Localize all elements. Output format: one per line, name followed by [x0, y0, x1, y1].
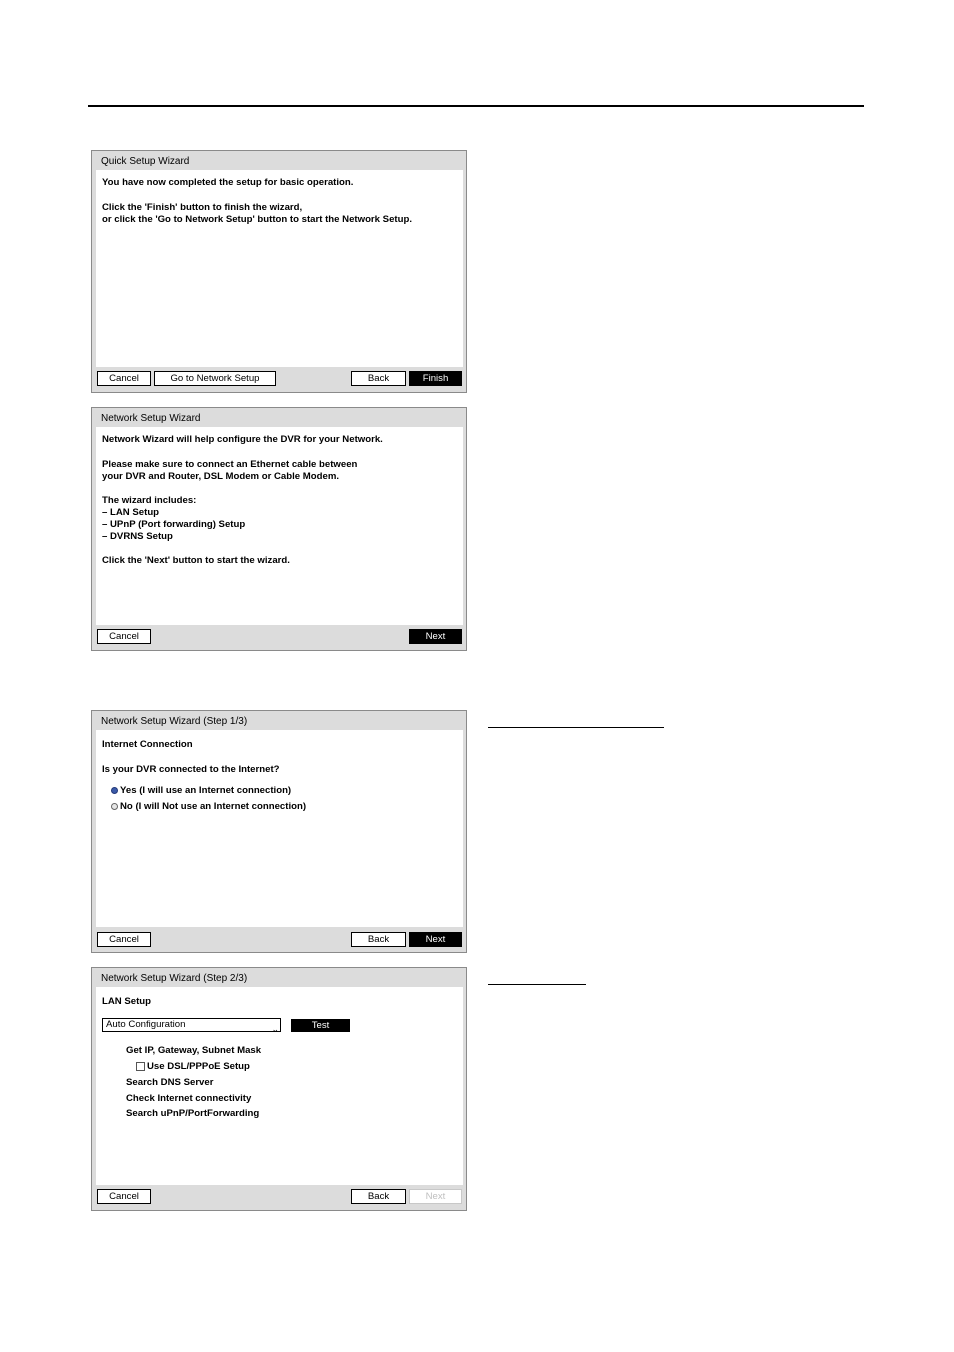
message-line: – LAN Setup — [102, 507, 160, 518]
cancel-button[interactable]: Cancel — [97, 932, 151, 947]
go-to-network-setup-button[interactable]: Go to Network Setup — [154, 371, 276, 386]
cancel-button[interactable]: Cancel — [97, 629, 151, 644]
message-line: your DVR and Router, DSL Modem or Cable Modem. — [102, 471, 340, 482]
test-button[interactable]: Test — [291, 1019, 350, 1032]
no-option-label[interactable]: No (I will Not use an Internet connection) — [120, 801, 307, 812]
back-button[interactable]: Back — [351, 932, 406, 947]
dialog-title: Network Setup Wizard (Step 2/3) — [101, 973, 248, 984]
section-heading: Internet Connection — [102, 739, 193, 750]
message-line: Click the 'Finish' button to finish the wizard, — [102, 202, 303, 213]
dialog-body — [96, 987, 463, 1185]
step-item: Search DNS Server — [126, 1077, 214, 1088]
dialog-title: Quick Setup Wizard — [101, 156, 190, 167]
chevron-down-icon: ⌄ — [271, 1024, 279, 1034]
finish-button[interactable]: Finish — [409, 371, 462, 386]
message-line: Please make sure to connect an Ethernet cable between — [102, 459, 358, 470]
section-heading: LAN Setup — [102, 996, 152, 1007]
quick-setup-wizard-dialog — [91, 150, 467, 393]
next-button[interactable]: Next — [409, 1189, 462, 1204]
message-line: Click the 'Next' button to start the wizard. — [102, 555, 290, 566]
back-button[interactable]: Back — [351, 371, 406, 386]
message-line: You have now completed the setup for basic operation. — [102, 177, 354, 188]
network-setup-step2-dialog — [91, 967, 467, 1211]
cancel-button[interactable]: Cancel — [97, 1189, 151, 1204]
step-item: Check Internet connectivity — [126, 1093, 252, 1104]
message-line: The wizard includes: — [102, 495, 197, 506]
dialog-title: Network Setup Wizard (Step 1/3) — [101, 716, 248, 727]
network-setup-step1-dialog — [91, 710, 467, 953]
back-button[interactable]: Back — [351, 1189, 406, 1204]
dialog-body — [96, 730, 463, 927]
message-line: or click the 'Go to Network Setup' button to start the Network Setup. — [102, 214, 412, 225]
message-line: – DVRNS Setup — [102, 531, 173, 542]
question-text: Is your DVR connected to the Internet? — [102, 764, 280, 775]
network-setup-wizard-dialog — [91, 407, 467, 651]
cancel-button[interactable]: Cancel — [97, 371, 151, 386]
heading-underline — [488, 727, 664, 728]
message-line: Network Wizard will help configure the DVR for your Network. — [102, 434, 383, 445]
yes-radio[interactable] — [111, 787, 118, 794]
dsl-pppoe-checkbox[interactable] — [136, 1062, 145, 1071]
dialog-body — [96, 170, 463, 367]
no-radio[interactable] — [111, 803, 118, 810]
configuration-select[interactable] — [102, 1018, 281, 1032]
step-item: Get IP, Gateway, Subnet Mask — [126, 1045, 262, 1056]
yes-option-label[interactable]: Yes (I will use an Internet connection) — [120, 785, 292, 796]
select-value: Auto Configuration — [106, 1019, 186, 1030]
heading-underline — [488, 984, 586, 985]
message-line: – UPnP (Port forwarding) Setup — [102, 519, 246, 530]
dialog-title: Network Setup Wizard — [101, 413, 201, 424]
step-item: Use DSL/PPPoE Setup — [147, 1061, 250, 1072]
step-item: Search uPnP/PortForwarding — [126, 1108, 260, 1119]
dialog-body — [96, 427, 463, 625]
header-rule — [88, 105, 864, 107]
next-button[interactable]: Next — [409, 932, 462, 947]
next-button[interactable]: Next — [409, 629, 462, 644]
